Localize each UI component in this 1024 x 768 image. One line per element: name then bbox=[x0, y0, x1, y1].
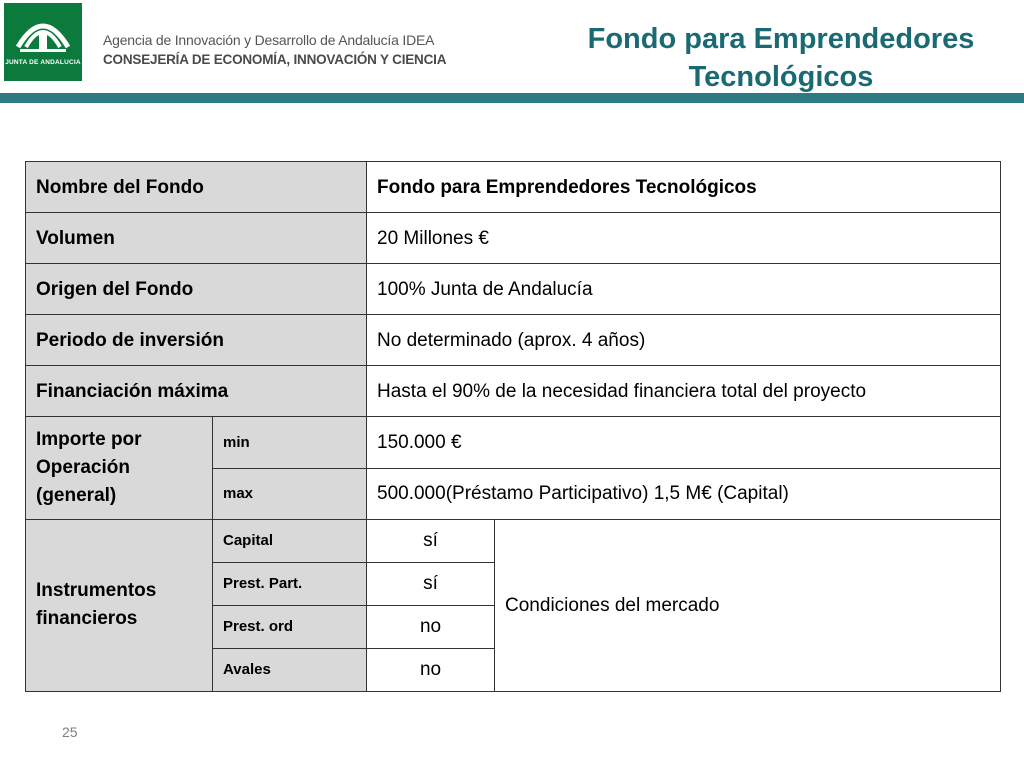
row-label: Volumen bbox=[26, 213, 367, 264]
table-row bbox=[26, 417, 1001, 468]
instrument-name: Capital bbox=[213, 519, 367, 562]
instrument-value: no bbox=[367, 605, 495, 648]
row-value: 20 Millones € bbox=[367, 213, 1001, 264]
title-line-2: Tecnológicos bbox=[688, 61, 874, 93]
instrument-name: Avales bbox=[213, 648, 367, 691]
logo-text: JUNTA DE ANDALUCIA bbox=[5, 59, 81, 66]
table-row bbox=[26, 213, 1001, 264]
page-number: 25 bbox=[62, 724, 78, 740]
header-rule bbox=[0, 93, 1024, 103]
instrument-name: Prest. ord bbox=[213, 605, 367, 648]
table-row bbox=[26, 162, 1001, 213]
table-row bbox=[26, 519, 1001, 562]
row-value: Hasta el 90% de la necesidad financiera total del proyecto bbox=[367, 366, 1001, 417]
row-label: Financiación máxima bbox=[26, 366, 367, 417]
row-value: Fondo para Emprendedores Tecnológicos bbox=[367, 162, 1001, 213]
instrument-value: sí bbox=[367, 519, 495, 562]
max-value: 500.000(Préstamo Participativo) 1,5 M€ (Capital) bbox=[367, 468, 1001, 519]
instrument-value: sí bbox=[367, 562, 495, 605]
table-row bbox=[26, 315, 1001, 366]
fund-table bbox=[25, 161, 1001, 692]
arch-emblem-icon bbox=[4, 3, 82, 81]
row-label: Origen del Fondo bbox=[26, 264, 367, 315]
ministry-name: CONSEJERÍA DE ECONOMÍA, INNOVACIÓN Y CIENCIA bbox=[103, 52, 447, 67]
importe-label: Importe por Operación (general) bbox=[26, 417, 213, 519]
agency-name: Agencia de Innovación y Desarrollo de Andalucía IDEA bbox=[103, 32, 435, 48]
max-label: max bbox=[213, 468, 367, 519]
page-title bbox=[560, 20, 1002, 96]
instrumentos-label: Instrumentos financieros bbox=[26, 519, 213, 691]
row-label: Periodo de inversión bbox=[26, 315, 367, 366]
junta-andalucia-logo bbox=[4, 3, 82, 81]
title-line-1: Fondo para Emprendedores bbox=[587, 23, 975, 55]
min-label: min bbox=[213, 417, 367, 468]
table-row bbox=[26, 264, 1001, 315]
row-label: Nombre del Fondo bbox=[26, 162, 367, 213]
row-value: 100% Junta de Andalucía bbox=[367, 264, 1001, 315]
instrument-value: no bbox=[367, 648, 495, 691]
instrument-name: Prest. Part. bbox=[213, 562, 367, 605]
table-row bbox=[26, 366, 1001, 417]
market-conditions: Condiciones del mercado bbox=[495, 519, 1001, 691]
row-value: No determinado (aprox. 4 años) bbox=[367, 315, 1001, 366]
min-value: 150.000 € bbox=[367, 417, 1001, 468]
